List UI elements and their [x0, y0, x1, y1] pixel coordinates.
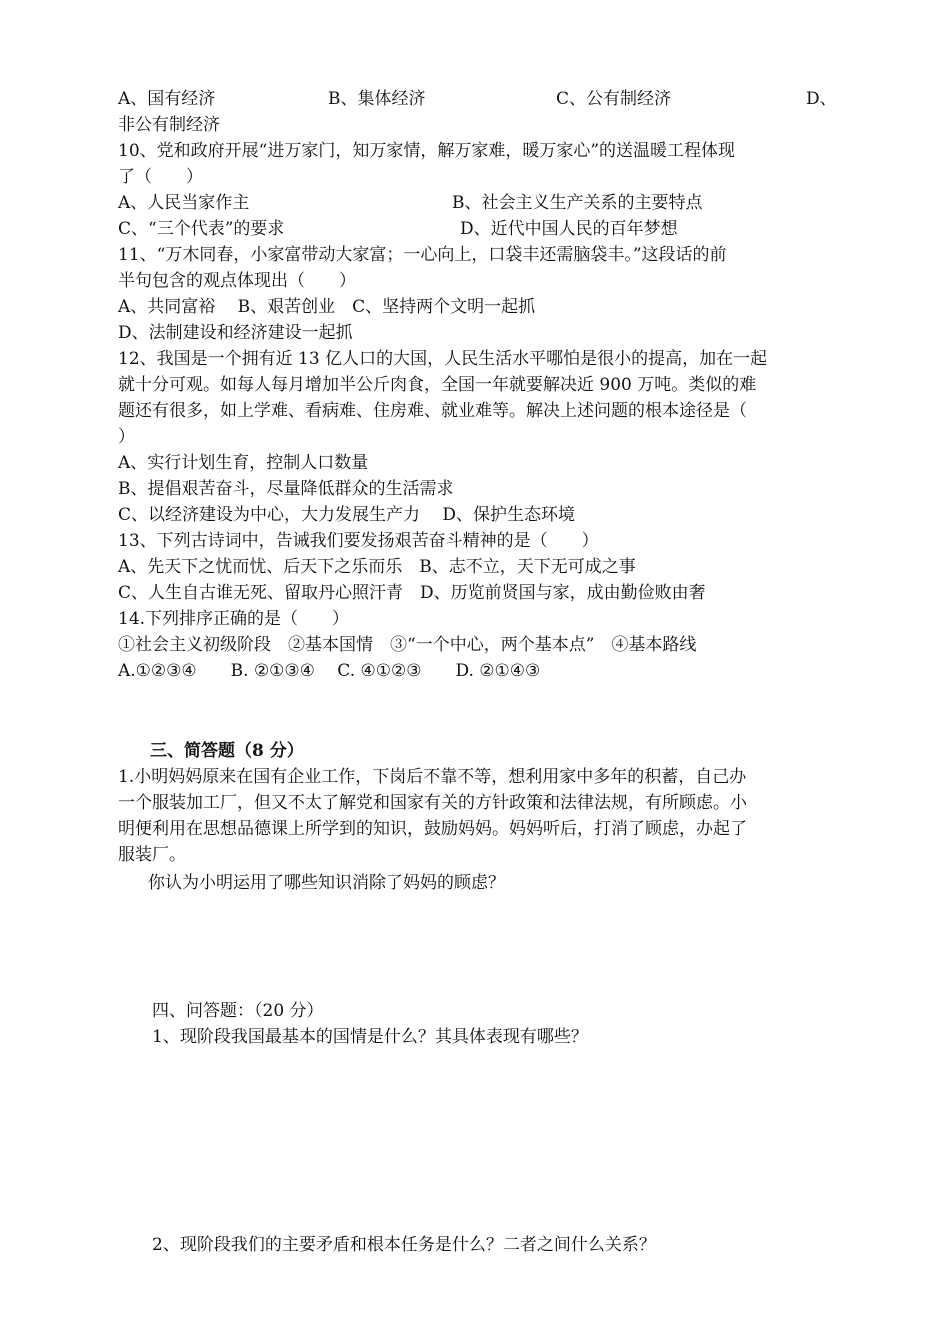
section3-heading: 三、简答题（8 分） — [150, 741, 304, 761]
q11-stem-line2: 半句包含的观点体现出（ ） — [118, 271, 356, 291]
q13-options-ab: A、先天下之忧而忧、后天下之乐而乐 B、志不立，天下无可成之事 — [118, 557, 636, 577]
section4-question2: 2、现阶段我们的主要矛盾和根本任务是什么？二者之间什么关系？ — [152, 1235, 656, 1255]
q14-items: ①社会主义初级阶段 ②基本国情 ③“一个中心，两个基本点” ④基本路线 — [118, 635, 697, 655]
q10-option-c: C、“三个代表”的要求 — [118, 219, 285, 239]
q12-option-b: B、提倡艰苦奋斗，尽量降低群众的生活需求 — [118, 479, 454, 499]
section3-paragraph-line2: 一个服装加工厂，但又不太了解党和国家有关的方针政策和法律法规，有所顾虑。小 — [118, 793, 747, 813]
q12-stem-line4: ） — [118, 427, 135, 447]
q9-option-d-cont: 非公有制经济 — [118, 115, 220, 135]
q10-option-d: D、近代中国人民的百年梦想 — [460, 219, 678, 239]
q12-stem-line1: 12、我国是一个拥有近 13 亿人口的大国，人民生活水平哪怕是很小的提高，加在一起 — [118, 349, 768, 369]
q10-stem-line2: 了（ ） — [118, 167, 203, 187]
q13-options-cd: C、人生自古谁无死、留取丹心照汗青 D、历览前贤国与家，成由勤俭败由奢 — [118, 583, 706, 603]
q12-options-cd: C、以经济建设为中心，大力发展生产力 D、保护生态环境 — [118, 505, 576, 525]
section4-question1: 1、现阶段我国最基本的国情是什么？其具体表现有哪些？ — [152, 1027, 588, 1047]
section3-paragraph-line3: 明便利用在思想品德课上所学到的知识，鼓励妈妈。妈妈听后，打消了顾虑，办起了 — [118, 819, 747, 839]
section4-heading: 四、问答题：（20 分） — [152, 1001, 324, 1021]
q10-stem-line1: 10、党和政府开展“进万家门，知万家情，解万家难，暖万家心”的送温暖工程体现 — [118, 141, 736, 161]
q9-option-c: C、公有制经济 — [556, 89, 672, 109]
q13-stem: 13、下列古诗词中，告诫我们要发扬艰苦奋斗精神的是（ ） — [118, 531, 599, 551]
q9-option-b: B、集体经济 — [328, 89, 426, 109]
section3-paragraph-line1: 1.小明妈妈原来在国有企业工作，下岗后不靠不等，想利用家中多年的积蓄，自己办 — [118, 767, 747, 787]
q12-option-a: A、实行计划生育，控制人口数量 — [118, 453, 369, 473]
q12-stem-line3: 题还有很多，如上学难、看病难、住房难、就业难等。解决上述问题的根本途径是（ — [118, 401, 747, 421]
section3-question: 你认为小明运用了哪些知识消除了妈妈的顾虑？ — [148, 873, 505, 893]
q11-stem-line1: 11、“万木同春，小家富带动大家富；一心向上，口袋丰还需脑袋丰。”这段话的前 — [118, 245, 727, 265]
q11-option-d: D、法制建设和经济建设一起抓 — [118, 323, 353, 343]
q10-option-b: B、社会主义生产关系的主要特点 — [452, 193, 703, 213]
q14-options: A.①②③④ B. ②①③④ C. ④①②③ D. ②①④③ — [118, 661, 541, 681]
section3-paragraph-line4: 服装厂。 — [118, 845, 186, 865]
q9-option-d: D、 — [806, 89, 837, 109]
q11-options-abc: A、共同富裕 B、艰苦创业 C、坚持两个文明一起抓 — [118, 297, 536, 317]
q10-option-a: A、人民当家作主 — [118, 193, 250, 213]
q9-option-a: A、国有经济 — [118, 89, 216, 109]
q12-stem-line2: 就十分可观。如每人每月增加半公斤肉食，全国一年就要解决近 900 万吨。类似的难 — [118, 375, 757, 395]
q14-stem: 14.下列排序正确的是（ ） — [118, 609, 350, 629]
